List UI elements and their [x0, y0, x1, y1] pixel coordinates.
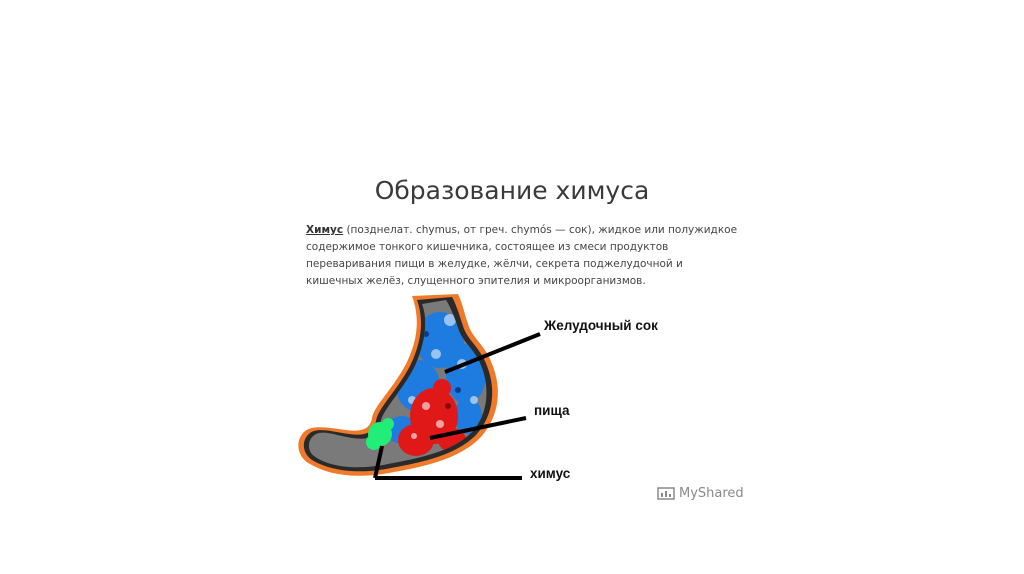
- watermark-text: MyShared: [679, 486, 744, 501]
- myshared-logo-icon: [657, 487, 675, 501]
- gastric-juice-label: Желудочный сок: [544, 318, 658, 333]
- definition-text: [306, 222, 742, 290]
- definition-body: (позднелат. chymus, от греч. chymós — сок), жидкое или полужидкое содержимое тонкого кишечника, состоящее из смеси продуктов переваривания пищи в желудке, жёлчи, секрета поджелудочной и кишечных желёз, слущенного эпителия и микроорганизмов.: [306, 224, 738, 287]
- definition-term: Химус: [306, 224, 344, 236]
- food-label: пища: [534, 403, 570, 418]
- slide-title: Образование химуса: [374, 176, 650, 205]
- watermark: [657, 486, 744, 501]
- stomach-diagram: [290, 290, 710, 500]
- chyme-label: химус: [530, 466, 571, 481]
